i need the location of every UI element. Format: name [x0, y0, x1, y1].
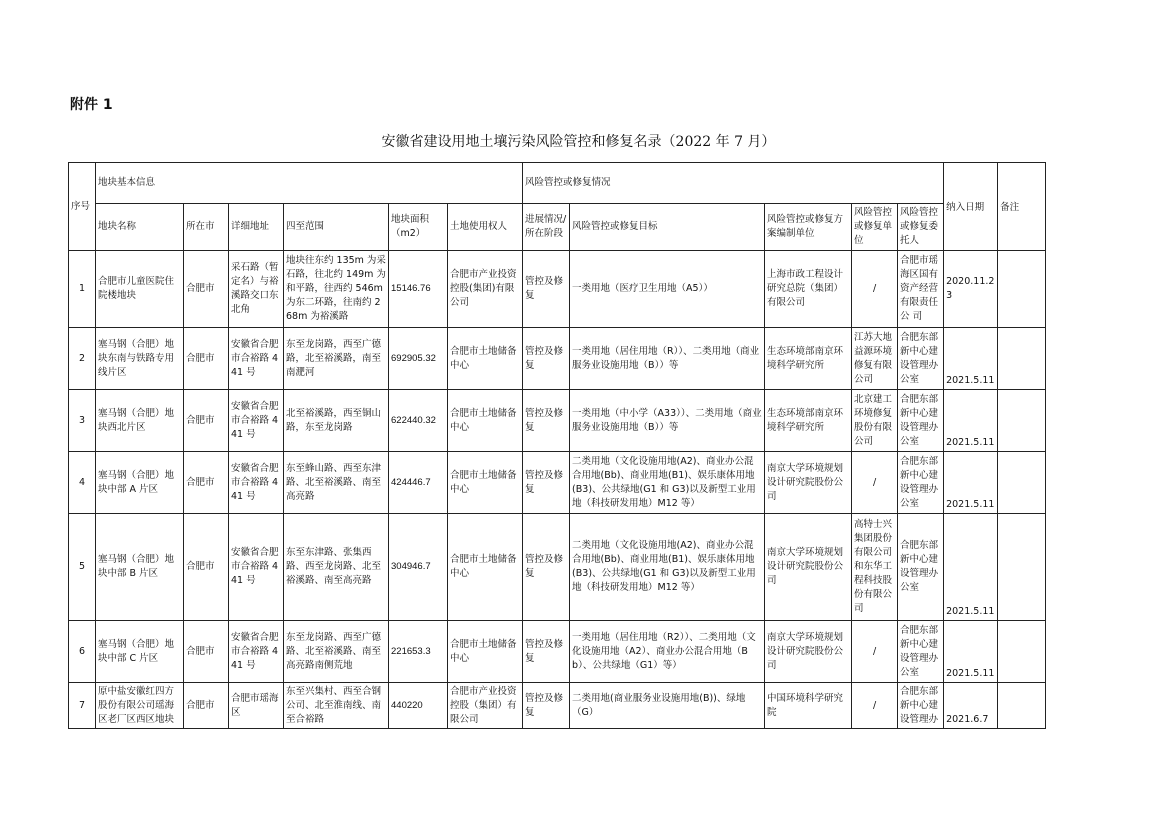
cell-client: 合肥东部新中心建设管理办公室 — [898, 390, 944, 452]
cell-boundary: 东至兴集村、西至合钢公司、北至淮南线、南至合裕路 — [284, 683, 389, 729]
cell-area: 424446.7 — [389, 452, 448, 514]
cell-remediation-unit: / — [852, 452, 898, 514]
cell-land-user: 合肥市土地储备中心 — [448, 328, 523, 390]
cell-seq: 4 — [69, 452, 96, 514]
cell-progress: 管控及修复 — [523, 621, 570, 683]
cell-client: 合肥东部新中心建设管理办 — [898, 683, 944, 729]
cell-land-user: 合肥市土地储备中心 — [448, 621, 523, 683]
cell-area: 692905.32 — [389, 328, 448, 390]
cell-plan-unit: 南京大学环境规划设计研究院股份公司 — [765, 514, 852, 621]
cell-target: 一类用地（医疗卫生用地（A5）） — [570, 251, 765, 328]
header-col: 风险管控或修复委托人 — [898, 204, 944, 251]
header-date: 纳入日期 — [944, 163, 998, 251]
cell-seq: 3 — [69, 390, 96, 452]
cell-remediation-unit: 江苏大地益源环境修复有限公司 — [852, 328, 898, 390]
table-row — [69, 452, 1046, 514]
cell-remark — [998, 452, 1046, 514]
cell-remark — [998, 251, 1046, 328]
cell-land-user: 合肥市土地储备中心 — [448, 452, 523, 514]
header-col: 土地使用权人 — [448, 204, 523, 251]
cell-client: 合肥东部新中心建设管理办公室 — [898, 514, 944, 621]
table-row — [69, 514, 1046, 621]
cell-boundary: 地块往东约 135m 为采石路，往北约 149m 为和平路，往西约 546m 为东二环路，往南约 268m 为裕溪路 — [284, 251, 389, 328]
cell-remediation-unit: / — [852, 683, 898, 729]
cell-parcel-name: 塞马钢（合肥）地块中部 B 片区 — [96, 514, 184, 621]
cell-area: 622440.32 — [389, 390, 448, 452]
cell-plan-unit: 生态环境部南京环境科学研究所 — [765, 328, 852, 390]
cell-date: 2021.5.11 — [944, 390, 998, 452]
cell-land-user: 合肥市土地储备中心 — [448, 514, 523, 621]
header-col: 地块名称 — [96, 204, 184, 251]
cell-plan-unit: 上海市政工程设计研究总院（集团）有限公司 — [765, 251, 852, 328]
cell-seq: 6 — [69, 621, 96, 683]
header-col: 地块面积（m2） — [389, 204, 448, 251]
cell-address: 安徽省合肥市合裕路 441 号 — [229, 621, 284, 683]
header-col: 详细地址 — [229, 204, 284, 251]
cell-date: 2020.11.23 — [944, 251, 998, 328]
cell-area: 221653.3 — [389, 621, 448, 683]
cell-seq: 2 — [69, 328, 96, 390]
cell-progress: 管控及修复 — [523, 683, 570, 729]
cell-parcel-name: 原中盐安徽红四方股份有限公司瑶海区老厂区西区地块 — [96, 683, 184, 729]
cell-remediation-unit: / — [852, 621, 898, 683]
cell-plan-unit: 生态环境部南京环境科学研究所 — [765, 390, 852, 452]
cell-boundary: 东至龙岗路，西至广德路，北至裕溪路，南至南淝河 — [284, 328, 389, 390]
cell-client: 合肥东部新中心建设管理办公室 — [898, 621, 944, 683]
cell-client: 合肥东部新中心建设管理办公室 — [898, 328, 944, 390]
cell-remediation-unit: 高特士兴集团股份有限公司和东华工程科技股份有限公司 — [852, 514, 898, 621]
cell-plan-unit: 南京大学环境规划设计研究院股份公司 — [765, 452, 852, 514]
cell-boundary: 东至龙岗路、西至广德路、北至裕溪路、南至高亮路南侧荒地 — [284, 621, 389, 683]
cell-address: 安徽省合肥市合裕路 441 号 — [229, 514, 284, 621]
header-remark: 备注 — [998, 163, 1046, 251]
cell-city: 合肥市 — [184, 390, 229, 452]
page-title: 安徽省建设用地土壤污染风险管控和修复名录（2022 年 7 月） — [381, 134, 776, 150]
cell-date: 2021.6.7 — [944, 683, 998, 729]
cell-seq: 1 — [69, 251, 96, 328]
cell-parcel-name: 塞马钢（合肥）地块中部 C 片区 — [96, 621, 184, 683]
cell-client: 合肥东部新中心建设管理办公室 — [898, 452, 944, 514]
table-row — [69, 390, 1046, 452]
header-col: 所在市 — [184, 204, 229, 251]
cell-city: 合肥市 — [184, 683, 229, 729]
table-row — [69, 621, 1046, 683]
cell-city: 合肥市 — [184, 251, 229, 328]
cell-area: 440220 — [389, 683, 448, 729]
cell-land-user: 合肥市土地储备中心 — [448, 390, 523, 452]
table-row — [69, 683, 1046, 729]
cell-target: 一类用地（居住用地（R））、二类用地（商业服务业设施用地（B））等 — [570, 328, 765, 390]
cell-date: 2021.5.11 — [944, 452, 998, 514]
cell-remark — [998, 514, 1046, 621]
cell-target: 二类用地（文化设施用地(A2)、商业办公混合用地(Bb)、商业用地(B1)、娱乐康体用地(B3)、公共绿地(G1 和 G3)以及新型工业用地（科技研发用地）M12 等） — [570, 452, 765, 514]
header-col: 进展情况/所在阶段 — [523, 204, 570, 251]
cell-progress: 管控及修复 — [523, 452, 570, 514]
cell-parcel-name: 塞马钢（合肥）地块中部 A 片区 — [96, 452, 184, 514]
cell-area: 15146.76 — [389, 251, 448, 328]
cell-progress: 管控及修复 — [523, 390, 570, 452]
cell-progress: 管控及修复 — [523, 251, 570, 328]
cell-city: 合肥市 — [184, 328, 229, 390]
cell-date: 2021.5.11 — [944, 328, 998, 390]
cell-target: 一类用地（中小学（A33））、二类用地（商业服务业设施用地（B））等 — [570, 390, 765, 452]
table-row — [69, 328, 1046, 390]
cell-target: 二类用地（文化设施用地(A2)、商业办公混合用地(Bb)、商业用地(B1)、娱乐康体用地(B3)、公共绿地(G1 和 G3)以及新型工业用地（科技研发用地）M12 等） — [570, 514, 765, 621]
cell-remark — [998, 390, 1046, 452]
header-col: 风险管控或修复目标 — [570, 204, 765, 251]
cell-client: 合肥市瑶海区国有资产经营有限责任公 司 — [898, 251, 944, 328]
cell-boundary: 东至东津路、张集西路、西至龙岗路、北至裕溪路、南至高亮路 — [284, 514, 389, 621]
header-remediation: 风险管控或修复情况 — [523, 163, 944, 204]
cell-seq: 7 — [69, 683, 96, 729]
header-basic-info: 地块基本信息 — [96, 163, 523, 204]
cell-seq: 5 — [69, 514, 96, 621]
header-col: 风险管控或修复单位 — [852, 204, 898, 251]
cell-address: 合肥市瑶海区 — [229, 683, 284, 729]
cell-target: 一类用地（居住用地（R2））、二类用地（文化设施用地（A2）、商业办公混合用地（Bb）、公共绿地（G1）等） — [570, 621, 765, 683]
cell-address: 安徽省合肥市合裕路 441 号 — [229, 328, 284, 390]
cell-remark — [998, 621, 1046, 683]
cell-address: 安徽省合肥市合裕路 441 号 — [229, 452, 284, 514]
remediation-table — [68, 162, 1046, 729]
cell-remediation-unit: / — [852, 251, 898, 328]
cell-land-user: 合肥市产业投资控股(集团)有限公司 — [448, 251, 523, 328]
cell-date: 2021.5.11 — [944, 514, 998, 621]
cell-parcel-name: 塞马钢（合肥）地块西北片区 — [96, 390, 184, 452]
cell-city: 合肥市 — [184, 514, 229, 621]
cell-boundary: 东至蜂山路、西至东津路、北至裕溪路、南至高亮路 — [284, 452, 389, 514]
cell-parcel-name: 合肥市儿童医院住院楼地块 — [96, 251, 184, 328]
cell-city: 合肥市 — [184, 621, 229, 683]
cell-remark — [998, 683, 1046, 729]
cell-plan-unit: 中国环境科学研究院 — [765, 683, 852, 729]
cell-plan-unit: 南京大学环境规划设计研究院股份公司 — [765, 621, 852, 683]
cell-remediation-unit: 北京建工环境修复股份有限公司 — [852, 390, 898, 452]
header-col: 四至范围 — [284, 204, 389, 251]
cell-boundary: 北至裕溪路，西至铜山路，东至龙岗路 — [284, 390, 389, 452]
cell-parcel-name: 塞马钢（合肥）地块东南与铁路专用线片区 — [96, 328, 184, 390]
cell-land-user: 合肥市产业投资控股（集团）有限公司 — [448, 683, 523, 729]
cell-date: 2021.5.11 — [944, 621, 998, 683]
cell-target: 二类用地(商业服务业设施用地(B))、绿地（G） — [570, 683, 765, 729]
header-seq: 序号 — [69, 163, 96, 251]
attachment-label: 附件 1 — [70, 97, 113, 113]
header-col: 风险管控或修复方案编制单位 — [765, 204, 852, 251]
cell-address: 安徽省合肥市合裕路 441 号 — [229, 390, 284, 452]
table-row — [69, 251, 1046, 328]
cell-address: 采石路（暂定名）与裕溪路交口东北角 — [229, 251, 284, 328]
cell-city: 合肥市 — [184, 452, 229, 514]
cell-area: 304946.7 — [389, 514, 448, 621]
cell-progress: 管控及修复 — [523, 328, 570, 390]
cell-remark — [998, 328, 1046, 390]
cell-progress: 管控及修复 — [523, 514, 570, 621]
